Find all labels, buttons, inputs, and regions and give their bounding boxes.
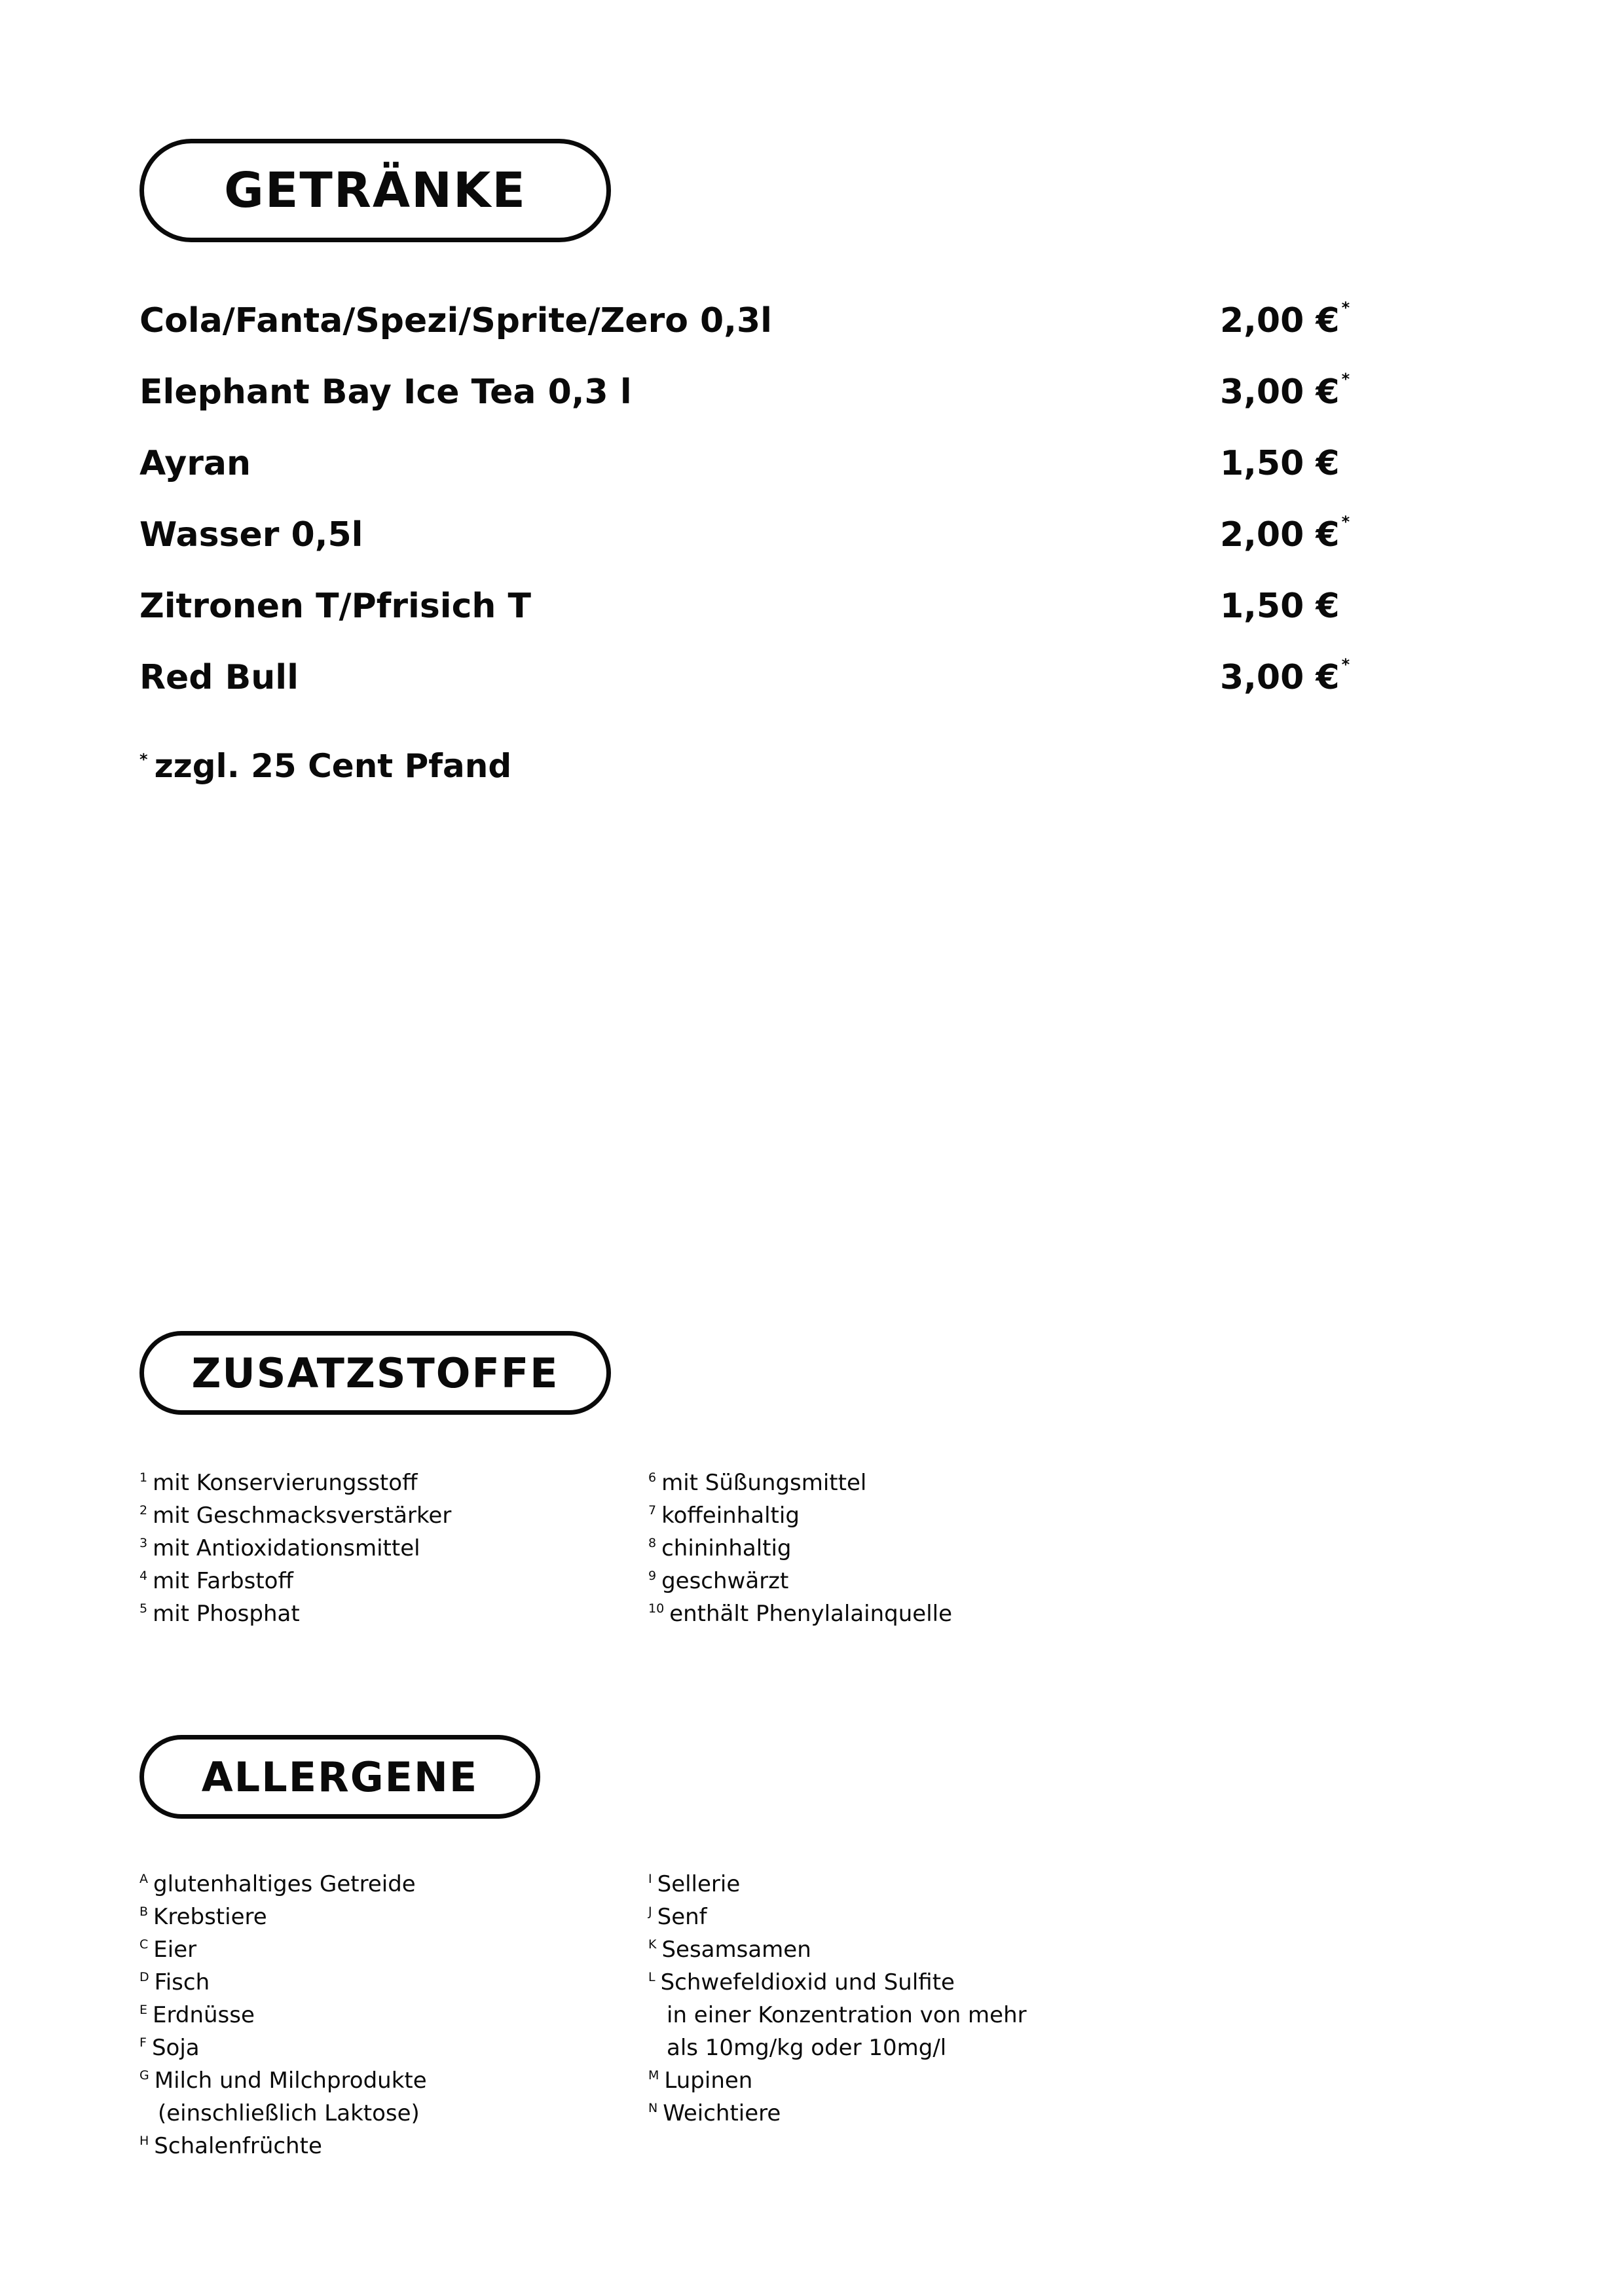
legend-item: $^9$ geschwärzt [648,1568,789,1594]
drink-price: 1,50 € [1220,587,1340,626]
deposit-mark: * [1341,513,1350,531]
legend-item: $^{10}$ enthält Phenylalainquelle [648,1601,953,1627]
deposit-note: * zzgl. 25 Cent Pfand [139,747,512,785]
drinks-section-title: GETRÄNKE [139,139,611,242]
legend-item: $^I$ Sellerie [648,1871,741,1897]
allergens-column-2 [648,1868,1027,2130]
legend-item: $^M$ Lupinen [648,2068,753,2094]
legend-item-continuation: als 10mg/kg oder 10mg/l [667,2035,947,2061]
legend-item: $^3$ mit Antioxidationsmittel [139,1535,420,1561]
drink-price: 3,00 € * [1220,370,1350,412]
legend-item: $^8$ chininhaltig [648,1535,792,1561]
legend-item: $^B$ Krebstiere [139,1904,267,1930]
drink-price: 2,00 € * [1220,513,1350,555]
drink-name: Cola/Fanta/Spezi/Sprite/Zero 0,3l [139,301,772,340]
deposit-mark: * [1341,655,1350,674]
allergens-section-title: ALLERGENE [139,1735,540,1819]
drink-name: Zitronen T/Pfrisich T [139,587,532,626]
legend-item: $^N$ Weichtiere [648,2100,781,2126]
additives-section-title: ZUSATZSTOFFE [139,1331,611,1415]
additives-column-2 [648,1467,952,1630]
legend-item: $^4$ mit Farbstoff [139,1568,293,1594]
drink-row [139,645,1384,716]
drink-price: 3,00 € * [1220,655,1350,697]
drinks-list [139,288,1384,716]
drink-row [139,502,1384,574]
legend-item: $^G$ Milch und Milchprodukte [139,2068,427,2094]
legend-item: $^A$ glutenhaltiges Getreide [139,1871,416,1897]
legend-item: $^L$ Schwefeldioxid und Sulfite [648,1969,955,1995]
legend-item: $^5$ mit Phosphat [139,1601,300,1627]
deposit-mark: * [139,750,148,769]
legend-item: $^C$ Eier [139,1937,197,1963]
drink-row [139,288,1384,359]
drink-row [139,431,1384,502]
drink-price: 2,00 € * [1220,299,1350,340]
drink-row [139,359,1384,431]
drink-name: Wasser 0,5l [139,515,363,555]
deposit-mark: * [1341,370,1350,388]
drink-price: 1,50 € [1220,444,1340,483]
legend-item: $^H$ Schalenfrüchte [139,2133,322,2159]
drink-row [139,574,1384,645]
additives-column-1 [139,1467,451,1630]
legend-item: $^J$ Senf [648,1904,707,1930]
legend-item: $^E$ Erdnüsse [139,2002,255,2028]
legend-item-continuation: in einer Konzentration von mehr [667,2002,1027,2028]
drink-name: Elephant Bay Ice Tea 0,3 l [139,373,632,412]
legend-item-continuation: (einschließlich Laktose) [158,2100,420,2126]
legend-item: $^7$ koffeinhaltig [648,1503,800,1529]
allergens-column-1 [139,1868,427,2162]
deposit-mark: * [1341,299,1350,317]
legend-item: $^2$ mit Geschmacksverstärker [139,1503,452,1529]
legend-item: $^1$ mit Konservierungsstoff [139,1470,418,1496]
legend-item: $^D$ Fisch [139,1969,210,1995]
drink-name: Red Bull [139,658,299,697]
drink-name: Ayran [139,444,251,483]
legend-item: $^6$ mit Süßungsmittel [648,1470,867,1496]
legend-item: $^F$ Soja [139,2035,200,2061]
legend-item: $^K$ Sesamsamen [648,1937,811,1963]
